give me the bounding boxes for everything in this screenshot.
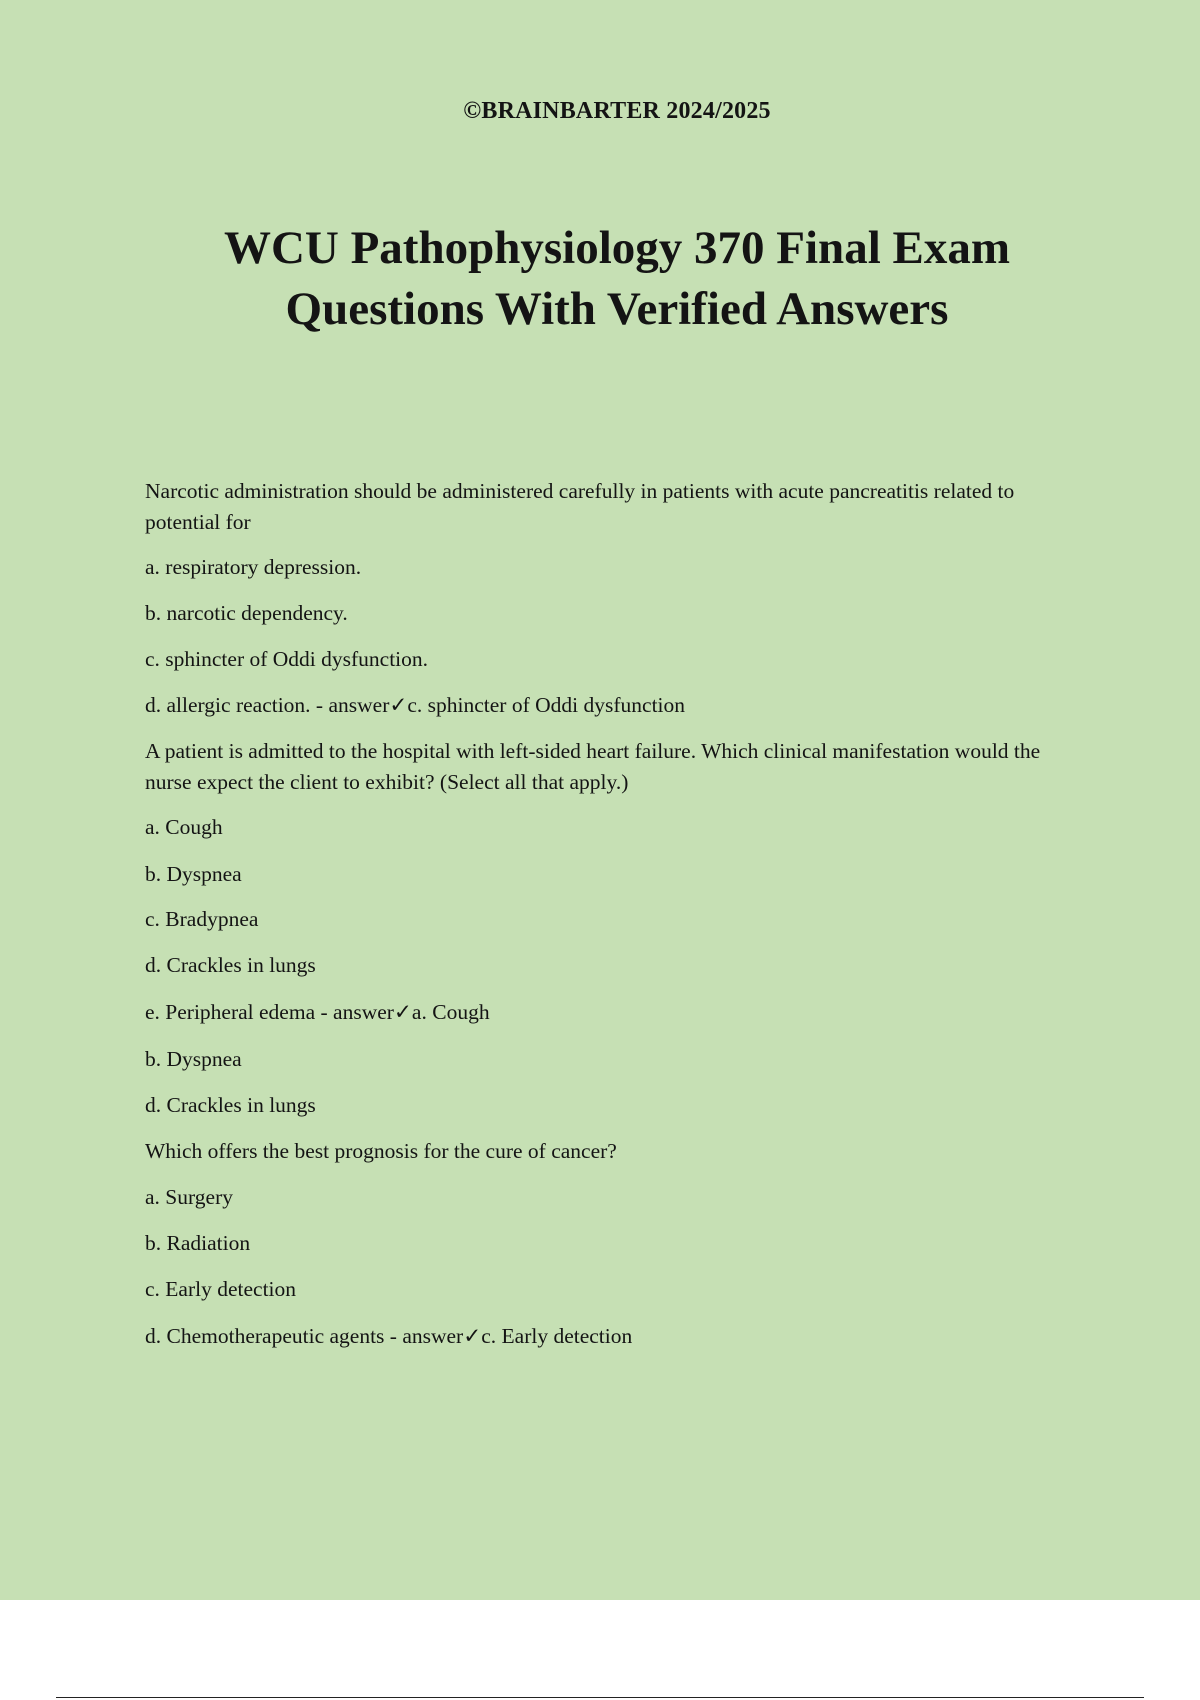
question-2-option-c: c. Bradypnea (145, 907, 259, 931)
question-3-option-c: c. Early detection (145, 1277, 297, 1301)
question-1-option-a: a. respiratory depression. (145, 555, 362, 579)
question-2-answer-d: d. Crackles in lungs (145, 1093, 316, 1117)
question-2-answer-b: b. Dyspnea (145, 1047, 242, 1071)
question-3-option-a: a. Surgery (145, 1185, 233, 1209)
copyright-header: ©BRAINBARTER 2024/2025 (463, 98, 771, 124)
question-content (145, 476, 1075, 1352)
title-line-1: WCU Pathophysiology 370 Final Exam (223, 222, 1011, 274)
question-2-option-e-answer: e. Peripheral edema - answer✓a. Cough (145, 1000, 490, 1024)
footer-divider (56, 1697, 1144, 1698)
title-line-2: Questions With Verified Answers (285, 283, 949, 335)
question-2-option-a: a. Cough (145, 815, 223, 839)
question-3-stem: Which offers the best prognosis for the cure of cancer? (145, 1139, 617, 1163)
question-3-option-d-answer: d. Chemotherapeutic agents - answer✓c. Early detection (145, 1324, 633, 1348)
question-2-option-d: d. Crackles in lungs (145, 953, 316, 977)
question-1-option-b: b. narcotic dependency. (145, 601, 348, 625)
question-1-option-d-answer: d. allergic reaction. - answer✓c. sphincter of Oddi dysfunction (145, 693, 686, 717)
question-1-stem: Narcotic administration should be administered carefully in patients with acute pancreatitis related to potential for (145, 479, 1015, 534)
question-3-option-b: b. Radiation (145, 1231, 251, 1255)
question-2-option-b: b. Dyspnea (145, 862, 242, 886)
question-2-stem: A patient is admitted to the hospital with left-sided heart failure. Which clinical manifestation would the nurse expect the client to exhibit? (Select all that apply.) (145, 739, 1041, 794)
question-1-option-c: c. sphincter of Oddi dysfunction. (145, 647, 429, 671)
document-title (0, 218, 1200, 340)
